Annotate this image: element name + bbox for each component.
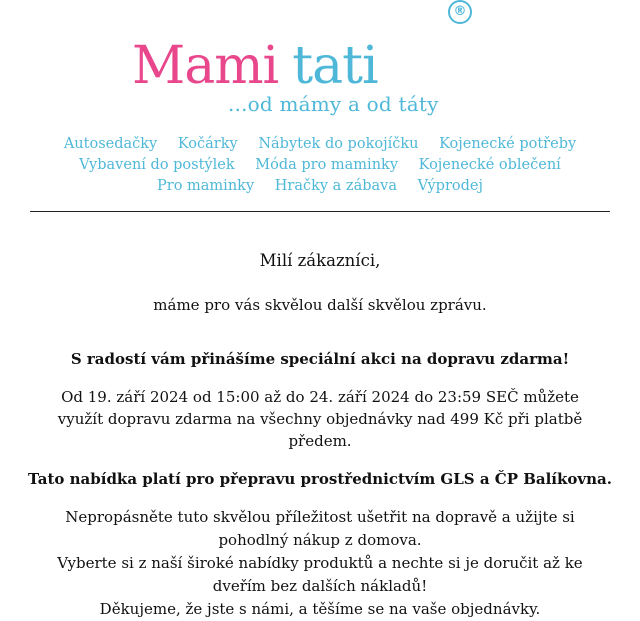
nav-link-autosedacky[interactable]: Autosedačky	[63, 136, 158, 152]
header-divider	[30, 211, 610, 212]
nav-link-nabytek[interactable]: Nábytek do pokojíčku	[258, 136, 419, 152]
nav-link-moda-pro-maminky[interactable]: Móda pro maminky	[255, 157, 399, 173]
promo-headline: S radostí vám přinášíme speciální akci na dopravu zdarma!	[70, 350, 570, 368]
registered-trademark-icon: ®	[448, 0, 472, 24]
category-nav	[0, 134, 640, 197]
nav-row-3	[0, 176, 640, 197]
nav-row-2	[0, 155, 640, 176]
closing-paragraph	[0, 506, 640, 621]
nav-link-kojenecke-obleceni[interactable]: Kojenecké oblečení	[418, 157, 561, 173]
closing-line-1: Nepropásněte tuto skvělou příležitost ušetřit na dopravě a užijte si pohodlný nákup z domova.	[65, 508, 575, 549]
carrier-note: Tato nabídka platí pro přepravu prostřednictvím GLS a ČP Balíkovna.	[28, 470, 612, 488]
closing-line-3: Děkujeme, že jste s námi, a těšíme se na vaše objednávky.	[99, 600, 541, 618]
nav-link-hracky-zabava[interactable]: Hračky a zábava	[274, 178, 397, 194]
logo-word-mami: Mami	[132, 36, 279, 96]
intro-text: máme pro vás skvělou další skvělou zprávu.	[153, 296, 487, 314]
greeting-text: Milí zákazníci,	[259, 251, 381, 270]
logo-word-tati: tati	[292, 36, 378, 96]
message-body	[0, 250, 640, 621]
nav-link-kocarky[interactable]: Kočárky	[177, 136, 238, 152]
nav-link-pro-maminky[interactable]: Pro maminky	[157, 178, 255, 194]
nav-link-vybaveni-postylek[interactable]: Vybavení do postýlek	[79, 157, 235, 173]
nav-link-kojenecke-potreby[interactable]: Kojenecké potřeby	[439, 136, 577, 152]
brand-logo[interactable]	[0, 0, 640, 130]
closing-line-2: Vyberte si z naší široké nabídky produktů a nechte si je doručit až ke dveřím bez dalších nákladů!	[57, 554, 583, 595]
nav-row-1	[0, 134, 640, 155]
nav-link-vyprodej[interactable]: Výprodej	[417, 178, 483, 194]
logo-wordmark	[132, 36, 378, 96]
offer-details: Od 19. září 2024 od 15:00 až do 24. září 2024 do 23:59 SEČ můžete využít dopravu zdarma na všechny objednávky nad 499 Kč při platbě předem.	[57, 388, 583, 450]
brand-tagline: ...od mámy a od táty	[228, 92, 439, 116]
